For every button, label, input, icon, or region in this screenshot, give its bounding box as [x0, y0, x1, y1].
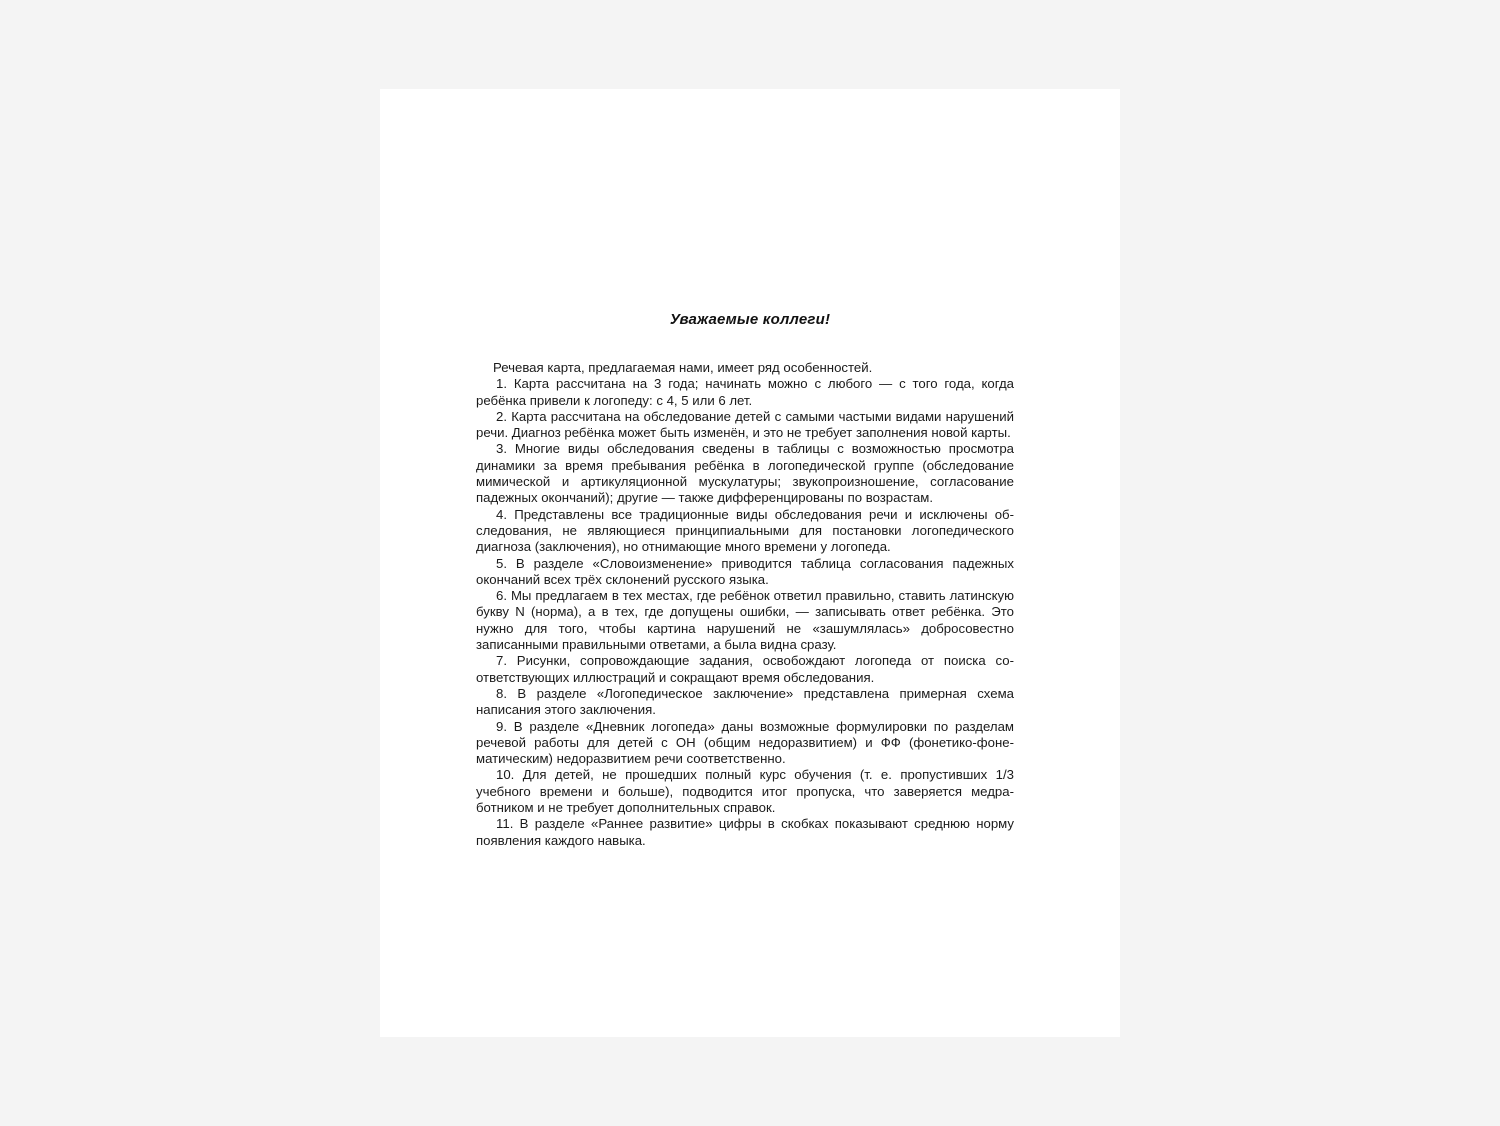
list-item: 8. В разделе «Логопедическое заключение» представлена примерная схема написания этого заключения. [476, 685, 1014, 718]
intro-paragraph: Речевая карта, предлагаемая нами, имеет ряд особенностей. [493, 360, 873, 375]
list-item: 11. В разделе «Раннее развитие» цифры в скобках показывают среднюю норму появления каждого навыка. [476, 816, 1014, 848]
list-item: 9. В разделе «Дневник логопеда» даны возможные формулировки по разделам речевой работы для детей с ОН (общим недоразвитием) и ФФ (фонетико-фонематическим) недоразвитием речи соответственно. [476, 718, 1014, 767]
list-item: 4. Представлены все традиционные виды обследования речи и исключены обследования, не являющиеся принципиальными для постановки логопедического диагноза (заключения), но отнимающие много времени у логопеда. [476, 506, 1014, 555]
document-body [476, 360, 1014, 849]
list-item: 1. Карта рассчитана на 3 года; начинать можно с любого — с того года, когда ребёнка привели к логопеду: с 4, 5 или 6 лет. [476, 376, 1014, 408]
document-page [380, 89, 1120, 1037]
list-item: 5. В разделе «Словоизменение» приводится таблица согласования падежных окончаний всех трёх склонений русского языка. [476, 555, 1014, 587]
list-item: 7. Рисунки, сопровождающие задания, освобождают логопеда от поиска соответствующих иллюстраций и сокращают время обследования. [476, 653, 1014, 685]
list-item: 10. Для детей, не прошедших полный курс обучения (т. е. пропустивших 1/3 учебного времени и больше), подводится итог пропуска, что заверяется медработником и не требует дополнительных справок. [476, 767, 1014, 816]
list-item: 6. Мы предлагаем в тех местах, где ребёнок ответил правильно, ставить латинскую букву N (норма), а в тех, где допущены ошибки, — записывать ответ ребёнка. Это нужно для того, чтобы картина нарушений не «зашумлялась» добросовестно записанными правильными ответами, а была видна сразу. [476, 588, 1014, 653]
list-item: 3. Многие виды обследования сведены в таблицы с возможностью просмотра динамики за время пребывания ребёнка в логопедической группе (обследование мимической и артикуляционной мускулатуры; звукопроизношение, согласование падежных окончаний); другие — также дифференцированы по возрастам. [476, 441, 1014, 506]
page-title: Уважаемые коллеги! [669, 311, 831, 328]
list-item: 2. Карта рассчитана на обследование детей с самыми частыми видами нарушений речи. Диагноз ребёнка может быть изменён, и это не требует заполнения новой карты. [476, 408, 1014, 441]
